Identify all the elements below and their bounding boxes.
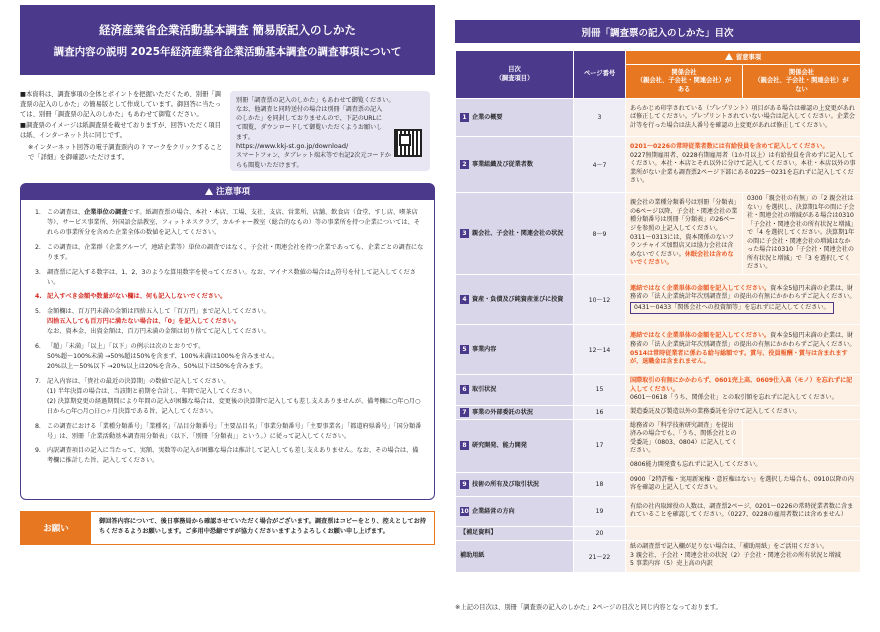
toc-item-label[interactable]: 補助用紙: [456, 540, 574, 572]
toc-note: 有給の社内取締役の人数は、調査票2ページ、0201〜0226の常時従業者数に含まれていることを確認してください。（0227、0228の雇用者数には含めません）: [626, 496, 861, 526]
toc-note: 0601〜0618「うち、関係会社」との取引額を忘れずに記入してください。: [630, 394, 838, 402]
toc-item-label[interactable]: 技術の所有及び取引状況: [472, 480, 540, 488]
toc-page: 3: [574, 99, 626, 137]
notice-strong: 企業単位の調査: [84, 209, 128, 216]
toc-note: [626, 526, 861, 540]
notice-list: [21, 200, 434, 466]
request-text: 御回答内容について、後日事務局から確認させていただく場合がございます。調査票はコピーをとり、控えとしてお持ちくださるようお願いします。ご多用中恐縮ですが協力くださいますようよろしくお願い申し上げます。: [99, 518, 426, 535]
row-number: 10: [460, 507, 469, 515]
toc-row[interactable]: [456, 405, 861, 419]
toc-table: [455, 50, 861, 573]
notice-num: 6.: [35, 343, 41, 351]
notice-text: です。紙調査票の場合、本社・本店、工場、支社、支店、営業所、店舗、飲食店（食堂、すし店、喫茶店等）、サービス事業所、外国語会話教室、フィットネスクラブ、カルチャー教室（総合的なもの）等の事業所を持つ企業については、それらの事業所分を含めた企業全体の数値を記入してください。: [47, 209, 420, 236]
notice-num: 7.: [35, 377, 41, 385]
notice-example: 20%以上〜50%以下 →20%以上は20%を含み、50%以下は50%を含みます。: [47, 362, 267, 370]
notice-item-3: [35, 268, 424, 288]
notice-text: この調査は、: [47, 209, 85, 216]
notice-text: 調査票に記入する数字は、1、2、3のような算用数字を使ってください。なお、マイナス数値の場合は△符号を付して記入してください。: [47, 268, 416, 286]
notice-sub: (1) 半年決算の場合は、当該期と前期を合計し、年間で記入してください。: [47, 387, 256, 395]
toc-head-no: 関係会社 （親会社、子会社・関連会社）が ない: [743, 65, 861, 99]
request-label: お願い: [21, 512, 91, 544]
toc-page: 10〜12: [574, 275, 626, 325]
toc-page: 15: [574, 375, 626, 406]
notice-item-6: [35, 342, 424, 372]
notice-text: 金額欄は、百万円未満の金額は四捨五入して「百万円」まで記入してください。: [47, 308, 270, 316]
toc-row[interactable]: [456, 137, 861, 193]
toc-row[interactable]: [456, 419, 861, 458]
notice-section: [20, 183, 435, 500]
row-number: 4: [460, 295, 469, 304]
toc-note-yes: 親会社の業種分類番号は別冊「分類表」の6ページ以降、子会社・関連会社の業種分類番号は別冊「分類表」の26ページを参照の上記入してください。0311〜0313には、資本関係のないフランチャイズ加盟店又は協力会社は含めないでください。: [630, 199, 738, 258]
toc-page: 16: [574, 405, 626, 419]
toc-head-item: 目次 （調査項目）: [456, 51, 574, 99]
warning-icon: [725, 53, 733, 60]
notice-text: この調査は、企業群（企業グループ、連結企業等）単位の調査ではなく、子会社・関連会社を持つ企業であっても、企業ごとの調査になります。: [47, 243, 424, 261]
toc-row[interactable]: [456, 496, 861, 526]
notice-num: 3.: [35, 268, 41, 276]
toc-footnote: ※上記の目次は、別冊「調査票の記入のしかた」2ページの目次と同じ内容となっております。: [455, 604, 722, 611]
notice-item-9: [35, 446, 424, 466]
toc-note-line: 3 親会社、子会社・関連会社の状況（2）子会社・関連会社の所有状況と増減: [630, 551, 841, 559]
notice-item-4: [35, 292, 424, 302]
notice-text: 「超」「未満」「以上」「以下」の例示は次のとおりです。: [47, 343, 205, 351]
toc-row[interactable]: [456, 526, 861, 540]
toc-note: 0806能力開発費も忘れずに記入してください。: [626, 458, 861, 472]
header-subtitle: 調査内容の説明 2025年経済産業省企業活動基本調査の調査事項について: [53, 45, 402, 58]
notice-red-text: 四捨五入しても百万円に満たない場合は、「0」を記入してください。: [47, 318, 241, 326]
toc-item-label[interactable]: 企業の概要: [472, 114, 503, 121]
toc-row[interactable]: [456, 193, 861, 275]
notice-num: 9.: [35, 447, 41, 455]
notice-text: 内訳調査項目の記入に当たって、実額、実数等の記入が困難な場合は推計して記入しても差し支えありません。なお、その場合は、備考欄に推計した旨、記入してください。: [47, 447, 419, 465]
toc-page: 19: [574, 496, 626, 526]
toc-row[interactable]: [456, 275, 861, 325]
request-box: [20, 511, 435, 545]
toc-note-emph: 連結ではなく企業単体の金額を記入してください。: [630, 332, 771, 340]
toc-row[interactable]: [456, 540, 861, 572]
toc-item-label[interactable]: 事業の外部委託の状況: [472, 408, 533, 416]
toc-note-yes: 総務省の「科学技術研究調査」を提出済みの場合でも、「うち、関係会社との受委託」（0803、0804）に記入してください。: [626, 419, 743, 458]
toc-head-warn-label: 留意事項: [735, 53, 762, 61]
toc-row[interactable]: [456, 375, 861, 406]
header-title: 経済産業省企業活動基本調査 簡易版記入のしかた: [98, 22, 356, 37]
url-box-text-3: スマートフォン、タブレット端末等で右記2次元コードからも閲覧いただけます。: [236, 152, 391, 169]
qr-code-icon[interactable]: [394, 129, 422, 157]
download-url[interactable]: https://www.kkj-st.go.jp/download/: [236, 141, 349, 150]
toc-note: 0227無期雇用者、0228有期雇用者（1か月以上）は有給役員を含めずに記入してください。本社・本店とそれ以外に分けて記入してください。本社・本店以外の事業所がない企業も調査票2ページ下部にある0225〜0231を忘れずに記入してください。: [630, 151, 856, 185]
notice-item-5: [35, 307, 424, 337]
row-number: 2: [460, 160, 469, 169]
notice-text: この調査における「業種分類番号」「業種名」「品目分類番号」「主要品目名」「事業分類番号」「主要事業名」「都道府県番号」「国分類番号」は、別冊「企業活動基本調査用分類表」（以下、「別冊「分類表」」という。）に従って記入してください。: [47, 422, 422, 440]
row-number: 5: [460, 345, 469, 354]
intro-note: ※インターネット回答の電子調査票内の ? マークをクリックすることで「詳細」を御確認いただけます。: [28, 143, 223, 161]
toc-item-label[interactable]: 事業内容: [472, 346, 497, 353]
row-number: 1: [460, 113, 469, 122]
toc-note: 資本金5億円未満の企業は、財務省の「法人企業統計年次別調査票」の提出の有無にかかわらずご記入ください。: [630, 284, 856, 301]
notice-red-text: 記入すべき金額や数量がない欄は、何も記入しないでください。: [47, 293, 227, 301]
intro-para-1: ■本資料は、調査事項の全体とポイントを把握いただくため、別冊「調査票の記入のしかた」の簡易版として作成しています。御回答に当たっては、別冊「調査票の記入のしかた」もあわせて御覧ください。: [20, 91, 221, 118]
notice-text: なお、資本金、出資金額は、百万円未満の金額は切り捨てて記入してください。: [47, 328, 270, 336]
notice-item-2: [35, 243, 424, 263]
url-box-text-2: なお、他調査と同時送付の場合は別冊「調査票の記入のしかた」を同封しておりませんので、下記のURLにて閲覧、ダウンロードして御覧いただくようお願いします。: [236, 106, 383, 141]
notice-header: [21, 184, 434, 200]
toc-row[interactable]: [456, 325, 861, 375]
row-number: 6: [460, 385, 469, 394]
toc-note-emph: 休眠会社は含めないでください。: [630, 250, 734, 267]
row-number: 9: [460, 480, 469, 489]
toc-note: 資本金5億円未満の企業は、財務省の「法人企業統計年次別調査票」の提出の有無にかかわらずご記入ください。: [630, 332, 856, 348]
row-number: 7: [460, 408, 469, 417]
notice-num: 4.: [35, 293, 42, 301]
document-header: [20, 5, 435, 75]
toc-note-emph: 国際取引の有無にかかわらず、0601売上高、0609仕入高（モノ）を忘れずに記入してください。: [630, 377, 853, 393]
notice-num: 1.: [35, 209, 41, 216]
row-number: 3: [460, 229, 469, 238]
toc-page: 4〜7: [574, 137, 626, 193]
toc-note: 紙の調査票で記入欄が足りない場合は、「補助用紙」をご活用ください。: [630, 543, 829, 551]
intro-para-2: ■調査票のイメージは紙調査票を載せておりますが、回答いただく項目は紙、インターネット共に同じです。: [20, 122, 221, 139]
toc-item-label[interactable]: 事業組織及び従業者数: [472, 161, 533, 168]
toc-note-emph: 0514は常時従業者に係わる給与総額です。賞与、役員報酬・賞与は含まれますが、退職金は含まれません。: [630, 349, 848, 366]
toc-item-label[interactable]: 取引状況: [472, 386, 497, 394]
toc-row[interactable]: [456, 99, 861, 137]
row-number: 8: [460, 441, 469, 450]
toc-page: 12〜14: [574, 325, 626, 375]
toc-page: 8〜9: [574, 193, 626, 275]
toc-item-label[interactable]: 親会社、子会社・関連会社の状況: [472, 230, 564, 237]
warning-icon: [205, 188, 213, 195]
toc-head-warn: [626, 51, 861, 65]
toc-note: 0900「2特許権・実用新案権・意匠権はない」を選択した場合も、0910以降の内容を確認の上記入してください。: [626, 472, 861, 496]
toc-head-yes: 関係会社 （親会社、子会社・関連会社）が ある: [626, 65, 743, 99]
toc-page: 18: [574, 472, 626, 496]
toc-item-label[interactable]: 資産・負債及び純資産並びに投資: [472, 296, 564, 303]
toc-page: 20: [574, 526, 626, 540]
notice-sub: (2) 決算期変更の経過期間により年間の記入が困難な場合は、変更後の決算期で記入しても差し支えありませんが、備考欄に○年○月○日から○年○月○日○ヶ月決算である旨、記入してください。: [47, 397, 421, 415]
toc-item-label[interactable]: 企業経営の方向: [472, 507, 515, 515]
toc-row[interactable]: [456, 472, 861, 496]
notice-item-8: [35, 422, 424, 442]
toc-head-page: ページ番号: [574, 51, 626, 99]
toc-note-emph: 0201〜0226の常時従業者数には有給役員を含めて記入してください。: [630, 143, 829, 151]
notice-num: 2.: [35, 243, 41, 251]
notice-num: 8.: [35, 422, 41, 430]
url-box-text-1: 別冊「調査票の記入のしかた」もあわせて御覧ください。: [236, 97, 395, 104]
toc-title: 別冊「調査票の記入のしかた」目次: [455, 20, 860, 43]
toc-page: 21〜22: [574, 540, 626, 572]
notice-example: 50%超〜100%未満 →50%超は50%を含まず、100%未満は100%を含みません。: [47, 353, 279, 361]
toc-item-label[interactable]: 【補足資料】: [456, 526, 574, 540]
toc-note-box: 0431〜0433「関係会社への投資額等」を忘れずに記入してください。: [630, 302, 834, 315]
notice-num: 5.: [35, 308, 41, 316]
toc-page: 17: [574, 419, 626, 472]
toc-item-label[interactable]: 研究開発、能力開発: [472, 442, 527, 450]
toc-note-no: [743, 419, 861, 458]
toc-note-line: 5 事業内容（5）売上高の内訳: [630, 560, 713, 568]
notice-title: 注意事項: [215, 187, 250, 197]
download-info-box: [230, 91, 430, 171]
notice-item-7: [35, 377, 424, 417]
toc-note-no: 0300「親会社の有無」の「2 親会社はない」を選択し、決算期1年の間に子会社・関連会社の増減がある場合は0310「子会社・関連会社の所有状況と増減」で「4 を選択してください。決算期1年の間に子会社・関連会社の増減はなかった場合は0310「子会社・関連会社の所有状況と増減」で「3 を選択してください。: [743, 193, 861, 275]
notice-text: 記入内容は、「貴社の最近の決算期」の数値で記入してください。: [47, 377, 230, 385]
intro-text: [20, 90, 225, 164]
toc-note: 製造委託及び製造以外の業務委託を分けて記入してください。: [626, 405, 861, 419]
toc-note-emph: 連結ではなく企業単体の金額を記入してください。: [630, 284, 771, 292]
toc-note: あらかじめ印字されている（プレプリント）項目がある場合は確認の上変更があれば修正してください。プレプリントされていない場合は記入してください。企業会計等を行った場合は法人番号を確認の上変更があれば修正してください。: [626, 99, 861, 137]
notice-item-1: [35, 208, 424, 238]
